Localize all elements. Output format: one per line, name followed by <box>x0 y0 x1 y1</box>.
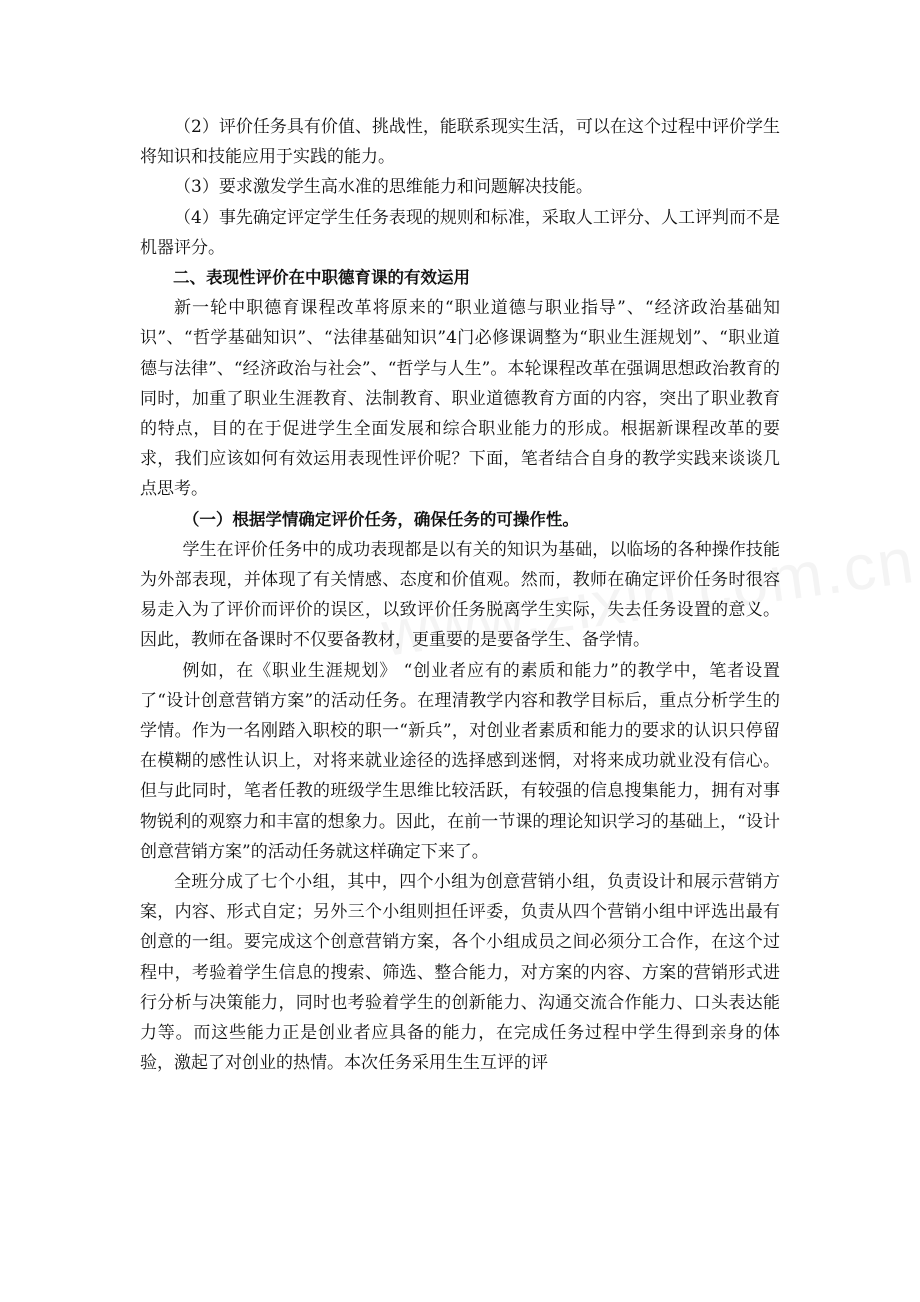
paragraph-curriculum-reform: 新一轮中职德育课程改革将原来的“职业道德与职业指导”、“经济政治基础知识”、“哲学基础知识”、“法律基础知识”4门必修课调整为“职业生涯规划”、“职业道德与法律”、“经济政治与社会”、“哲学与人生”。本轮课程改革在强调思想政治教育的同时，加重了职业生涯教育、法制教育、职业道德教育方面的内容，突出了职业教育的特点，目的在于促进学生全面发展和综合职业能力的形成。根据新课程改革的要求，我们应该如何有效运用表现性评价呢？下面，笔者结合自身的教学实践来谈谈几点思考。 <box>140 298 780 500</box>
paragraph-example: 例如，在《职业生涯规划》 “创业者应有的素质和能力”的教学中，笔者设置了“设计创意营销方案”的活动任务。在理清教学内容和教学目标后，重点分析学生的学情。作为一名刚踏入职校的职一“新兵”，对创业者素质和能力的要求的认识只停留在模糊的感性认识上，对将来就业途径的选择感到迷惘，对将来成功就业没有信心。但与此同时，笔者任教的班级学生思维比较活跃，有较强的信息搜集能力，拥有对事物锐利的观察力和丰富的想象力。因此，在前一节课的理论知识学习的基础上，“设计创意营销方案”的活动任务就这样确定下来了。 <box>140 660 780 862</box>
paragraph-criterion-2: （2）评价任务具有价值、挑战性，能联系现实生活，可以在这个过程中评价学生将知识和技能应用于实践的能力。 <box>140 117 780 168</box>
paragraph-criterion-3: （3）要求激发学生高水准的思维能力和问题解决技能。 <box>174 177 593 198</box>
subsection-heading-1: （一）根据学情确定评价任务，确保任务的可操作性。 <box>182 509 579 529</box>
document-page <box>140 112 780 1079</box>
paragraph-student-performance: 学生在评价任务中的成功表现都是以有关的知识为基础，以临场的各种操作技能为外部表现，并体现了有关情感、态度和价值观。然而，教师在确定评价任务时很容易走入为了评价而评价的误区，以致评价任务脱离学生实际，失去任务设置的意义。因此，教师在备课时不仅要备教材，更重要的是要备学生、备学情。 <box>140 539 780 651</box>
section-heading-2: 二、表现性评价在中职德育课的有效运用 <box>173 268 470 288</box>
paragraph-group-work: 全班分成了七个小组，其中，四个小组为创意营销小组，负责设计和展示营销方案，内容、形式自定；另外三个小组则担任评委，负责从四个营销小组中评选出最有创意的一组。要完成这个创意营销方案，各个小组成员之间必须分工合作，在这个过程中，考验着学生信息的搜索、筛选、整合能力，对方案的内容、方案的营销形式进行分析与决策能力，同时也考验着学生的创新能力、沟通交流合作能力、口头表达能力等。而这些能力正是创业者应具备的能力，在完成任务过程中学生得到亲身的体验，激起了对创业的热情。本次任务采用生生互评的评 <box>140 872 780 1074</box>
paragraph-criterion-4: （4）事先确定评定学生任务表现的规则和标准，采取人工评分、人工评判而不是机器评分。 <box>140 207 780 258</box>
